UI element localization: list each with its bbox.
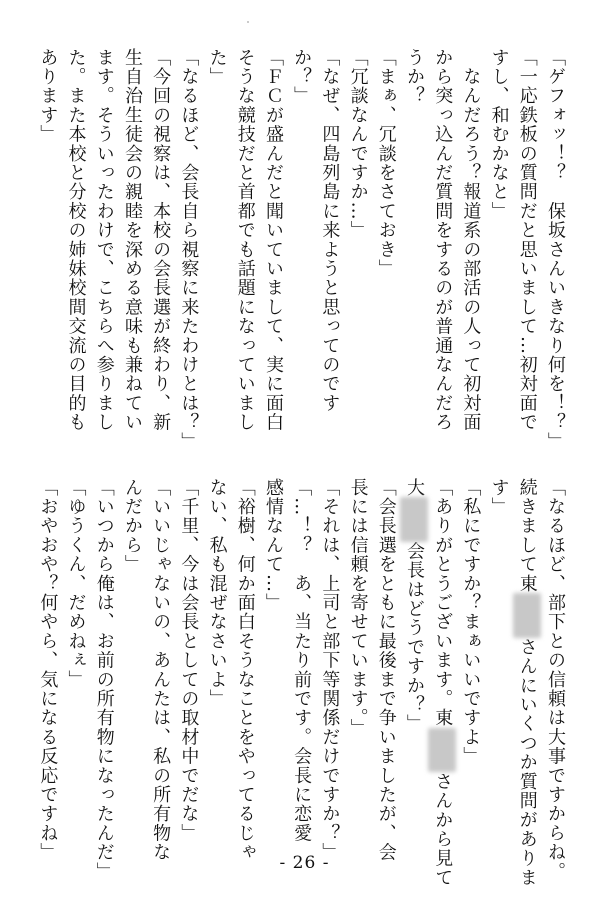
- text-line: [231, 478, 259, 863]
- text-segment: 「会長選をともに最後まで争いましたが、会: [375, 478, 397, 862]
- text-line: から突っ込んだ質問をするのが普通なんだろ: [432, 48, 454, 432]
- text-line: [456, 478, 484, 863]
- text-line: [61, 478, 89, 863]
- text-line: [174, 478, 202, 863]
- text-segment: さんから見て: [432, 772, 454, 888]
- text-line: [484, 478, 512, 863]
- text-line: [541, 478, 569, 882]
- text-segment: 「裕樹、何か面白そうなことをやってるじゃ: [234, 478, 256, 862]
- text-line: すし、和むかなと」: [488, 48, 510, 221]
- text-segment: 「それは、上司と部下等関係だけですか？」: [319, 478, 341, 862]
- text-line: た」: [206, 48, 228, 87]
- text-segment: 「なるほど、部下との信頼は大事ですからね。: [545, 478, 566, 882]
- text-segment: 「ありがとうございます。東: [432, 478, 454, 728]
- text-line: か？」: [291, 48, 313, 106]
- redacted-name: [400, 497, 428, 541]
- upper-text-block: [33, 48, 569, 452]
- text-line: 「ＦＣが盛んだと聞いていまして、実に面白: [262, 48, 284, 432]
- text-segment: 「千里、今は会長としての取材中でだな」: [178, 478, 200, 843]
- text-segment: 「いいじゃないの、あんたは、私の所有物な: [150, 478, 172, 862]
- text-segment: 「おやおや？何やら、気になる反応ですね」: [37, 478, 59, 862]
- text-segment: 「私にですか？まぁいいですよ」: [460, 478, 482, 766]
- text-line: 「今回の視察は、本校の会長選が終わり、新: [150, 48, 172, 432]
- text-line: [287, 478, 315, 863]
- text-segment: 会長はどうですか？」: [403, 541, 425, 734]
- text-line: 「冗談なんですか…」: [347, 48, 369, 240]
- text-line: 「ゲフォッ！？ 保坂さんいきなり何を！？」: [545, 48, 566, 452]
- text-line: 「なるほど、会長自ら視察に来たわけとは？」: [178, 48, 200, 452]
- text-line: [315, 478, 343, 863]
- text-line: あります」: [37, 48, 59, 144]
- text-line: [33, 478, 61, 863]
- text-line: [259, 478, 287, 863]
- text-line: 「まぁ、冗談をさておき」: [375, 48, 397, 279]
- text-segment: 「…！？ あ、当たり前です。会長に恋愛: [291, 478, 313, 843]
- text-line: [118, 478, 146, 863]
- text-line: 「なぜ、四島列島に来ようと思ってのです: [319, 48, 341, 413]
- text-line: [90, 478, 118, 882]
- page-number: - 26 -: [279, 853, 330, 873]
- text-segment: す」: [488, 478, 510, 517]
- lower-text-block: [33, 478, 569, 888]
- text-line: そうな競技だと首都でも話題になっていまし: [234, 48, 256, 432]
- text-line: [428, 478, 456, 888]
- text-line: なんだろう？報道系の部活の人って初対面: [460, 48, 482, 432]
- text-segment: 感情なんて…」: [262, 478, 284, 613]
- text-segment: んだから」: [121, 478, 143, 574]
- text-segment: 長には信頼を寄せています。」: [347, 478, 369, 738]
- text-segment: ない、私も混ぜなさいよ」: [206, 478, 228, 709]
- text-line: ます。そういったわけで、こちらへ参りまし: [93, 48, 115, 432]
- text-line: [146, 478, 174, 863]
- redacted-name: [428, 728, 456, 772]
- text-line: [400, 478, 428, 863]
- text-segment: 「ゆうくん、だめねぇ」: [65, 478, 87, 690]
- text-line: [343, 478, 371, 863]
- text-line: [372, 478, 400, 863]
- text-segment: 続きまして東: [516, 478, 538, 594]
- text-line: うか？: [403, 48, 425, 106]
- text-line: [513, 478, 541, 888]
- text-segment: さんにいくつか質問がありま: [516, 637, 538, 888]
- redacted-name: [513, 593, 541, 637]
- text-line: [202, 478, 230, 863]
- text-segment: 「いつから俺は、お前の所有物になったんだ」: [93, 478, 115, 882]
- text-segment: 大: [403, 478, 425, 498]
- text-line: た。また本校と分校の姉妹校間交流の目的も: [65, 48, 87, 432]
- text-line: 生自治生徒会の親睦を深める意味も兼ねてい: [121, 48, 143, 432]
- text-line: 「一応鉄板の質問だと思いまして…初対面で: [516, 48, 538, 432]
- top-mark: [247, 21, 249, 23]
